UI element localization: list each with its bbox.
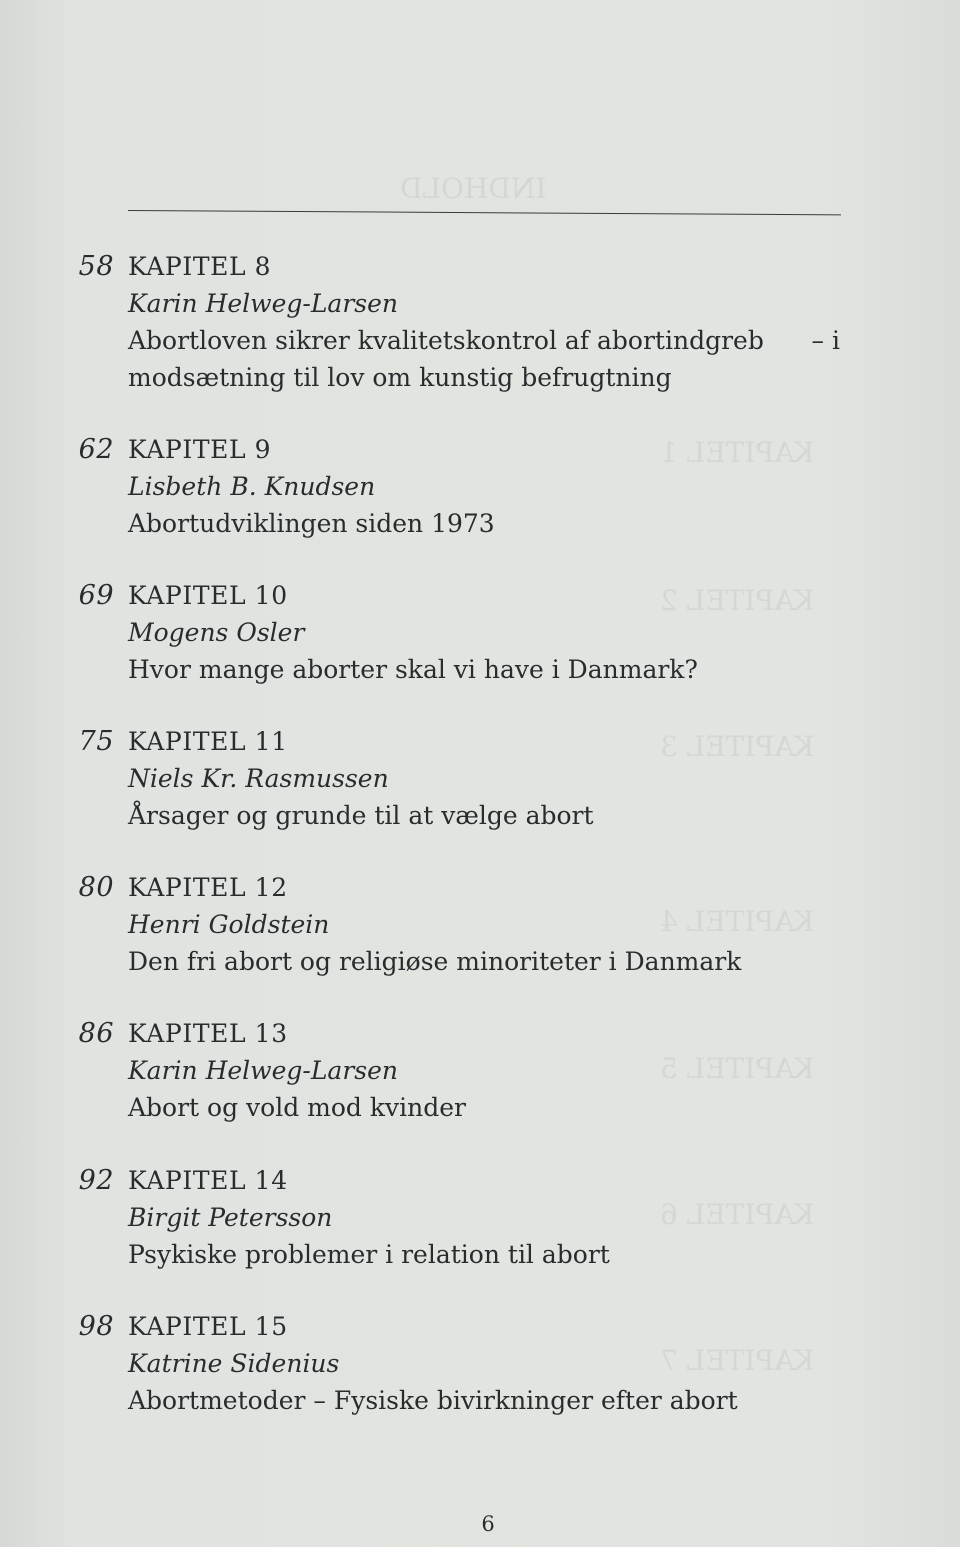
- show-through-text: KAPITEL 7: [660, 1344, 815, 1377]
- toc-title: Abortmetoder – Fysiske bivirkninger efter abort: [128, 1386, 738, 1415]
- show-through-text: KAPITEL 4: [660, 905, 815, 938]
- toc-page-number: 98: [78, 1311, 114, 1342]
- toc-chapter-label: KAPITEL 10: [128, 581, 288, 610]
- show-through-text: KAPITEL 2: [660, 584, 815, 617]
- toc-author: Lisbeth B. Knudsen: [128, 472, 376, 501]
- toc-title: Den fri abort og religiøse minoriteter i Danmark: [128, 947, 742, 976]
- toc-title: [128, 322, 840, 359]
- toc-chapter-label: KAPITEL 12: [128, 873, 288, 902]
- toc-page-number: 75: [78, 726, 114, 757]
- show-through-text: KAPITEL 6: [660, 1198, 815, 1231]
- toc-page-number: 80: [78, 872, 114, 903]
- toc-chapter-label: KAPITEL 14: [128, 1166, 288, 1195]
- toc-page-number: 86: [78, 1018, 114, 1049]
- toc-title-line2: modsætning til lov om kunstig befrugtning: [128, 363, 672, 392]
- toc-author: Birgit Petersson: [128, 1203, 333, 1232]
- toc-page-number: 69: [78, 580, 114, 611]
- toc-title: Abortudviklingen siden 1973: [128, 509, 495, 538]
- toc-chapter-label: KAPITEL 8: [128, 252, 272, 281]
- toc-author: Niels Kr. Rasmussen: [128, 764, 389, 793]
- show-through-heading: INDHOLD: [400, 172, 547, 205]
- show-through-text: KAPITEL 5: [660, 1052, 815, 1085]
- toc-title: Psykiske problemer i relation til abort: [128, 1240, 610, 1269]
- toc-title: Årsager og grunde til at vælge abort: [128, 801, 594, 830]
- toc-chapter-label: KAPITEL 13: [128, 1019, 288, 1048]
- header-rule: [128, 210, 841, 215]
- toc-chapter-label: KAPITEL 11: [128, 727, 288, 756]
- toc-title-line1: Abortloven sikrer kvalitetskontrol af abortindgreb: [128, 326, 764, 355]
- toc-title: Hvor mange aborter skal vi have i Danmark?: [128, 655, 698, 684]
- footer-page-number: 6: [481, 1512, 495, 1536]
- toc-author: Katrine Sidenius: [128, 1349, 340, 1378]
- toc-page-number: 58: [78, 251, 114, 282]
- toc-page-number: 62: [78, 434, 114, 465]
- toc-title-line1-end: – i: [811, 326, 840, 355]
- show-through-text: KAPITEL 3: [660, 730, 815, 763]
- toc-chapter-label: KAPITEL 9: [128, 435, 272, 464]
- toc-author: Henri Goldstein: [128, 910, 330, 939]
- toc-author: Mogens Osler: [128, 618, 305, 647]
- toc-title: Abort og vold mod kvinder: [128, 1093, 467, 1122]
- toc-author: Karin Helweg-Larsen: [128, 1056, 398, 1085]
- toc-page-number: 92: [78, 1165, 114, 1196]
- toc-author: Karin Helweg-Larsen: [128, 289, 398, 318]
- show-through-text: KAPITEL 1: [660, 436, 815, 469]
- toc-chapter-label: KAPITEL 15: [128, 1312, 288, 1341]
